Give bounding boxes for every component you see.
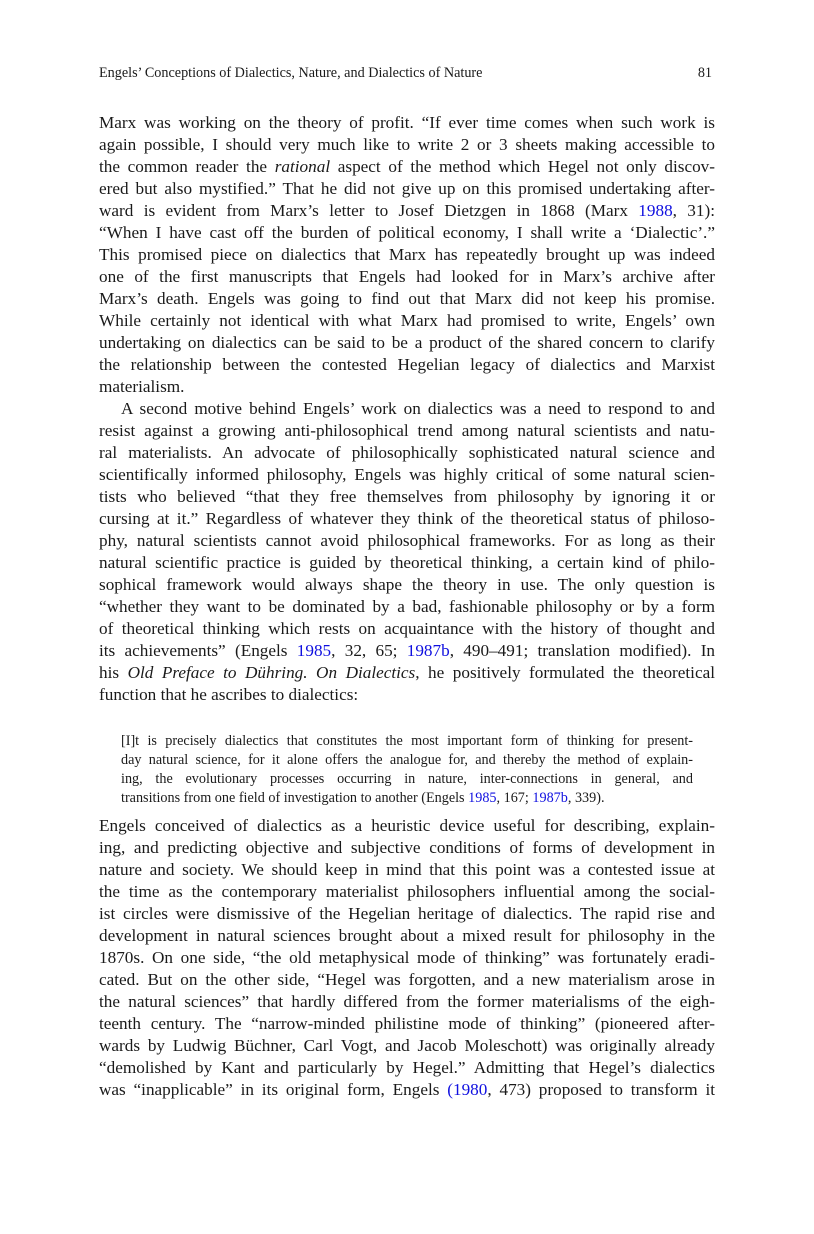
text-line: undertaking on dialectics can be said to be a product of the shared concern to clarify — [99, 333, 715, 352]
text-line: “whether they want to be dominated by a bad, fashionable philosophy or by a form — [99, 597, 715, 616]
text-line: was “inapplicable” in its original form, Engels (1980, 473) proposed to transform it — [99, 1080, 715, 1099]
citation-link[interactable]: 1987b — [532, 790, 568, 806]
text-line: scientifically informed philosophy, Engels was highly critical of some natural scien- — [99, 465, 715, 484]
text-line: “When I have cast off the burden of political economy, I shall write a ‘Dialectic’.” — [99, 223, 715, 242]
text-line: the common reader the rational aspect of the method which Hegel not only discov- — [99, 157, 715, 176]
text-line: tists who believed “that they free themselves from philosophy by ignoring it or — [99, 487, 715, 506]
running-header — [99, 65, 715, 85]
text-line: While certainly not identical with what Marx had promised to write, Engels’ own — [99, 311, 715, 330]
text-line: ral materialists. An advocate of philosophically sophisticated natural science and — [99, 443, 715, 462]
text-line: A second motive behind Engels’ work on dialectics was a need to respond to and — [121, 399, 715, 418]
running-title: Engels’ Conceptions of Dialectics, Nature, and Dialectics of Nature — [99, 65, 483, 81]
text-line: natural scientific practice is guided by theoretical thinking, a certain kind of philo- — [99, 553, 715, 572]
text-line: its achievements” (Engels 1985, 32, 65; 1987b, 490–491; translation modified). In — [99, 641, 715, 660]
text-line: the time as the contemporary materialist philosophers influential among the social- — [99, 882, 715, 901]
italic-text: Old Preface to Dühring. On Dialectics — [127, 663, 416, 682]
text-line: of theoretical thinking which rests on acquaintance with the history of thought and — [99, 619, 715, 638]
text-line: ward is evident from Marx’s letter to Josef Dietzgen in 1868 (Marx 1988, 31): — [99, 201, 715, 220]
text-line: materialism. — [99, 377, 185, 396]
text-line: one of the first manuscripts that Engels had looked for in Marx’s archive after — [99, 267, 715, 286]
text-line: nature and society. We should keep in mind that this point was a contested issue at — [99, 860, 715, 879]
text-line: cated. But on the other side, “Hegel was forgotten, and a new materialism arose in — [99, 970, 715, 989]
text-line: his Old Preface to Dühring. On Dialectics, he positively formulated the theoretical — [99, 663, 715, 682]
citation-link[interactable]: (1980 — [447, 1080, 488, 1099]
text-line: This promised piece on dialectics that Marx has repeatedly brought up was indeed — [99, 245, 715, 264]
text-line: 1870s. On one side, “the old metaphysical mode of thinking” was fortunately eradi- — [99, 948, 715, 967]
text-line: phy, natural scientists cannot avoid philosophical frameworks. For as long as their — [99, 531, 715, 550]
citation-link[interactable]: 1987b — [406, 641, 450, 660]
text-line: transitions from one field of investigation to another (Engels 1985, 167; 1987b, 339). — [121, 790, 605, 806]
text-line: function that he ascribes to dialectics: — [99, 685, 359, 704]
text-line: ist circles were dismissive of the Hegelian heritage of dialectics. The rapid rise and — [99, 904, 715, 923]
text-line: ing, the evolutionary processes occurring in nature, inter-connections in general, and — [121, 771, 693, 787]
text-line: ing, and predicting objective and subjective conditions of forms of development in — [99, 838, 715, 857]
text-line: the natural sciences” that hardly differed from the former materialisms of the eigh- — [99, 992, 715, 1011]
paragraph-2 — [99, 398, 715, 706]
paragraph-3 — [99, 815, 715, 1101]
text-line: again possible, I should very much like to write 2 or 3 sheets making accessible to — [99, 135, 715, 154]
text-line: development in natural sciences brought about a mixed result for philosophy in the — [99, 926, 715, 945]
text-line: sophical framework would always shape the theory in use. The only question is — [99, 575, 715, 594]
text-line: Marx’s death. Engels was going to find out that Marx did not keep his promise. — [99, 289, 715, 308]
paragraph-1 — [99, 112, 715, 398]
page-number: 81 — [697, 65, 712, 81]
text-line: Engels conceived of dialectics as a heuristic device useful for describing, explain- — [99, 816, 715, 835]
citation-link[interactable]: 1985 — [296, 641, 332, 660]
text-line: cursing at it.” Regardless of whatever they think of the theoretical status of philoso- — [99, 509, 715, 528]
italic-text: rational — [274, 157, 331, 176]
block-quote — [121, 732, 693, 808]
citation-link[interactable]: 1985 — [468, 790, 497, 806]
citation-link[interactable]: 1988 — [638, 201, 673, 220]
text-line: [I]t is precisely dialectics that constitutes the most important form of thinking for present- — [121, 733, 693, 749]
text-line: “demolished by Kant and particularly by Hegel.” Admitting that Hegel’s dialectics — [99, 1058, 715, 1077]
text-line: Marx was working on the theory of profit. “If ever time comes when such work is — [99, 113, 715, 132]
text-line: the relationship between the contested Hegelian legacy of dialectics and Marxist — [99, 355, 715, 374]
text-line: teenth century. The “narrow-minded philistine mode of thinking” (pioneered after- — [99, 1014, 715, 1033]
text-line: wards by Ludwig Büchner, Carl Vogt, and Jacob Moleschott) was originally already — [99, 1036, 715, 1055]
text-line: day natural science, for it alone offers the analogue for, and thereby the method of explain- — [121, 752, 693, 768]
text-line: ered but also mystified.” That he did not give up on this promised undertaking after- — [99, 179, 715, 198]
text-line: resist against a growing anti-philosophical trend among natural scientists and natu- — [99, 421, 715, 440]
